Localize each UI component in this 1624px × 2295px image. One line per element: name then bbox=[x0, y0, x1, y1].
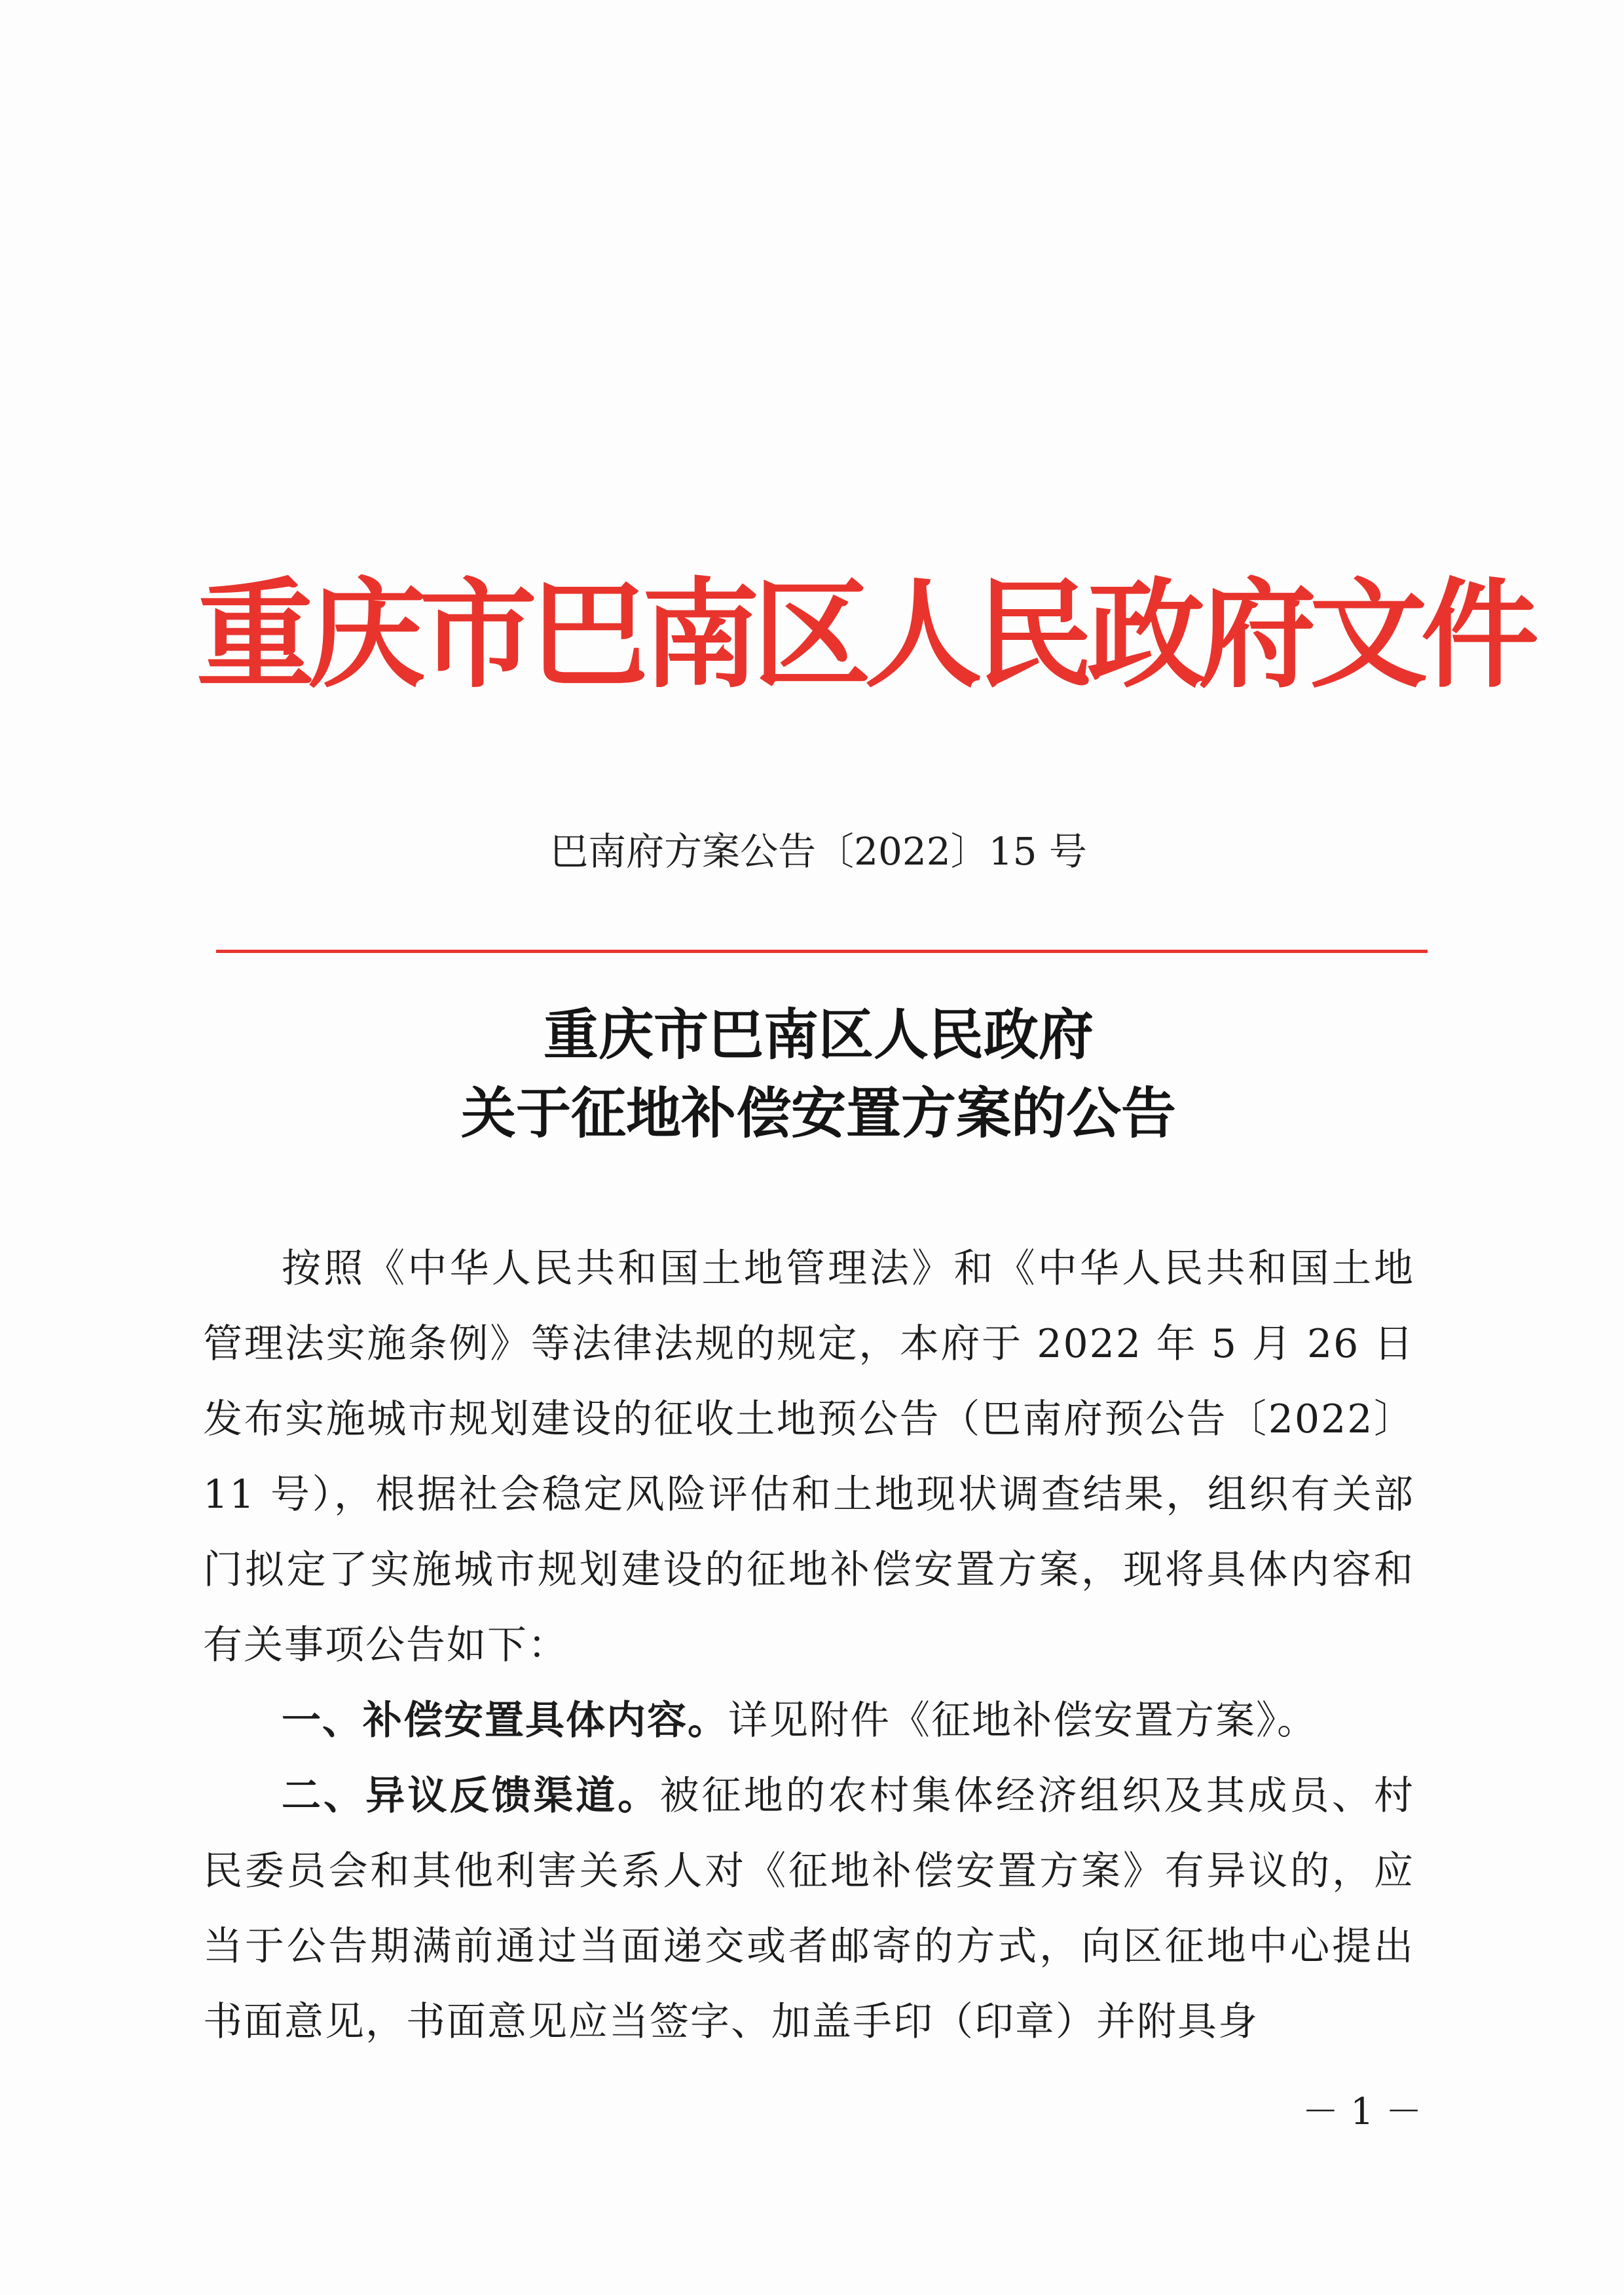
notice-title-line-2: 关于征地补偿安置方案的公告 bbox=[460, 1081, 1176, 1146]
notice-body bbox=[203, 1231, 1414, 2060]
red-divider-line bbox=[216, 950, 1428, 953]
document-number: 巴南府方案公告〔2022〕15 号 bbox=[550, 829, 1087, 874]
section-1-text: 详见附件《征地补偿安置方案》。 bbox=[728, 1698, 1318, 1744]
section-2-text: 被征地的农村集体经济组织及其成员、村民委员会和其他利害关系人对《征地补偿安置方案》有异议的，应当于公告期满前通过当面递交或者邮寄的方式，向区征地中心提出书面意见，书面意见应当签字、加盖手印（印章）并附具身 bbox=[203, 1773, 1415, 2045]
intro-paragraph: 按照《中华人民共和国土地管理法》和《中华人民共和国土地管理法实施条例》等法律法规的规定，本府于 2022 年 5 月 26 日发布实施城市规划建设的征收土地预公告（巴南府预公告〔2022〕11 号），根据社会稳定风险评估和土地现状调查结果，组织有关部门拟定了实施城市规划建设的征地补偿安置方案，现将具体内容和有关事项公告如下： bbox=[203, 1246, 1414, 1668]
section-1-paragraph bbox=[203, 1683, 1414, 1759]
section-2-paragraph bbox=[203, 1759, 1414, 2060]
section-1-heading: 一、补偿安置具体内容。 bbox=[282, 1698, 728, 1744]
page-number: － 1 － bbox=[1302, 2091, 1422, 2133]
masthead-title: 重庆市巴南区人民政府文件 bbox=[196, 566, 1533, 704]
section-2-heading: 二、异议反馈渠道。 bbox=[282, 1773, 660, 1819]
notice-title-line-1: 重庆市巴南区人民政府 bbox=[543, 1002, 1094, 1067]
